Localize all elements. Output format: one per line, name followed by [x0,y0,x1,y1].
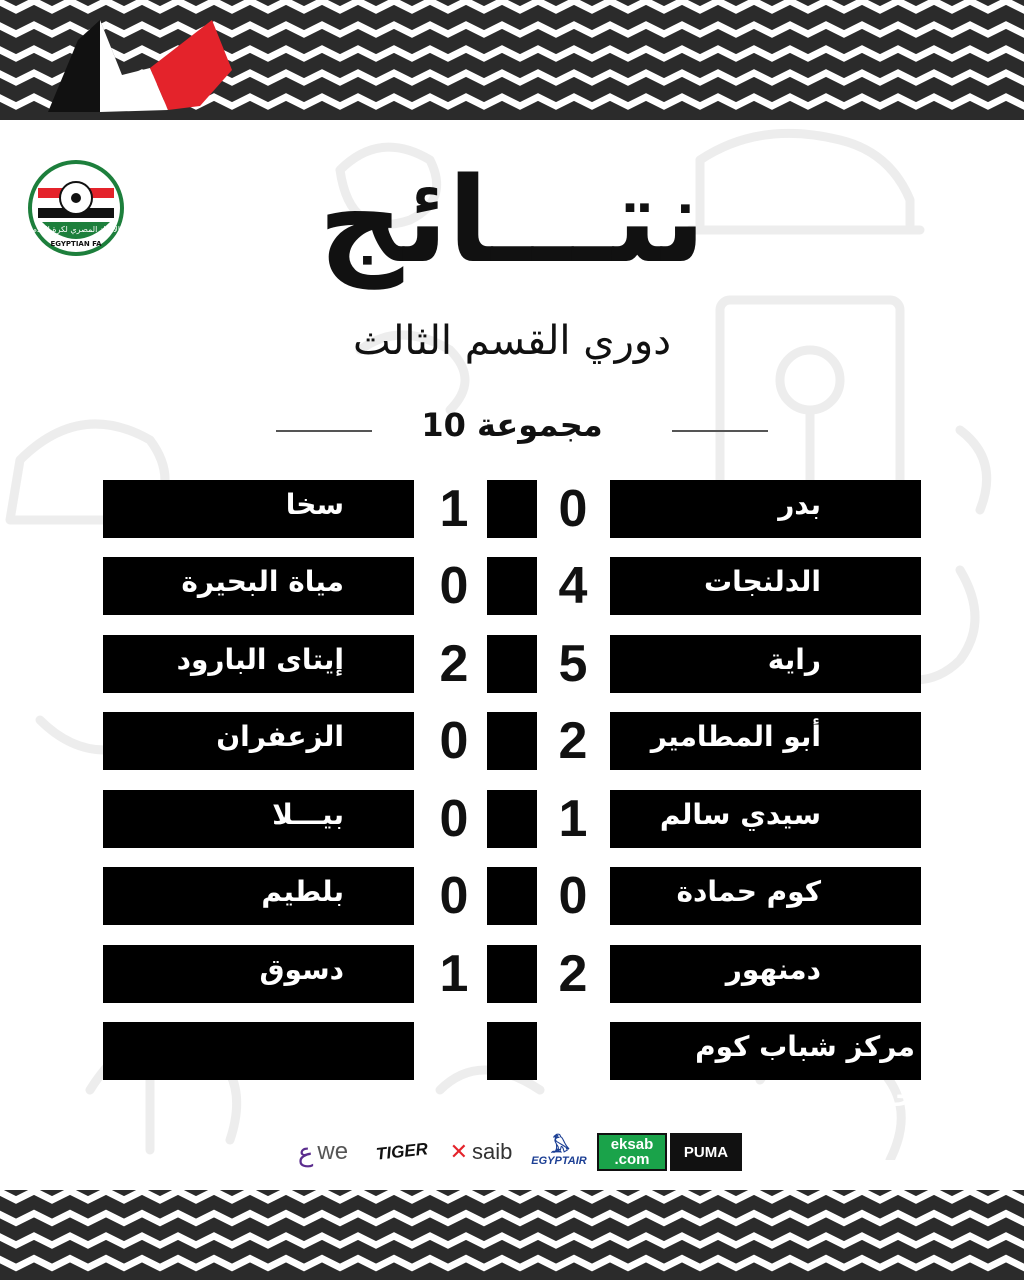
eksab-logo-icon: eksab .com [597,1133,667,1171]
home-team: أبو المطامير [610,712,921,770]
score-separator [487,712,537,770]
home-team: كوم حمادة [610,867,921,925]
away-team: بلطيم [103,867,414,925]
away-score: 1 [439,945,469,1003]
score-separator [487,557,537,615]
away-team: دسوق [103,945,414,1003]
away-score: 1 [439,480,469,538]
score-separator [487,1022,537,1080]
away-team [103,1022,414,1080]
match-row [0,790,1024,848]
sponsors-bar [290,1133,750,1173]
away-score: 2 [439,635,469,693]
home-score: 2 [558,945,588,1003]
page-title: نتـــائج [318,151,706,289]
home-score: 1 [558,790,588,848]
match-row [0,1022,1024,1113]
score-separator [487,945,537,1003]
we-logo-icon: ع we [297,1136,349,1167]
away-team: سخا [103,480,414,538]
league-subtitle: دوري القسم الثالث [352,318,672,364]
home-score: 0 [558,867,588,925]
home-score: 4 [558,557,588,615]
home-team: راية [610,635,921,693]
away-score: 0 [439,557,469,615]
match-row [0,712,1024,770]
score-separator [487,480,537,538]
home-score: 2 [558,712,588,770]
divider-right [672,430,768,432]
home-team: سيدي سالم [610,790,921,848]
away-score: 0 [439,867,469,925]
puma-logo-icon: PUMA [670,1133,742,1171]
logo-arabic-text: الاتحاد المصري لكرة القدم [31,225,121,234]
home-team: الدلنجات [610,557,921,615]
away-score: 0 [439,790,469,848]
match-row [0,867,1024,925]
tiger-logo-icon: TIGER [375,1139,429,1164]
score-separator [487,790,537,848]
egypt-flag-decoration [0,0,240,120]
group-label: مجموعة 10 [421,406,603,444]
away-team: إيتاى البارود [103,635,414,693]
home-score: 5 [558,635,588,693]
home-team: مركز شباب كوم حمادة [610,1022,921,1080]
saib-logo-icon: ✕ saib [449,1139,513,1164]
away-team: مياة البحيرة [103,557,414,615]
logo-english-text: EGYPTIAN FA [50,240,102,248]
match-row [0,557,1024,615]
score-separator [487,867,537,925]
match-row [0,945,1024,1003]
away-team: الزعفران [103,712,414,770]
home-team: دمنهور [610,945,921,1003]
away-team: بيـــلا [103,790,414,848]
home-score: 0 [558,480,588,538]
egyptair-logo-icon: 𓅃 EGYPTAIR [531,1136,587,1167]
away-score: 0 [439,712,469,770]
score-separator [487,635,537,693]
match-row [0,480,1024,538]
home-team: بدر [610,480,921,538]
match-row [0,635,1024,693]
zigzag-pattern-bottom [0,1190,1024,1280]
